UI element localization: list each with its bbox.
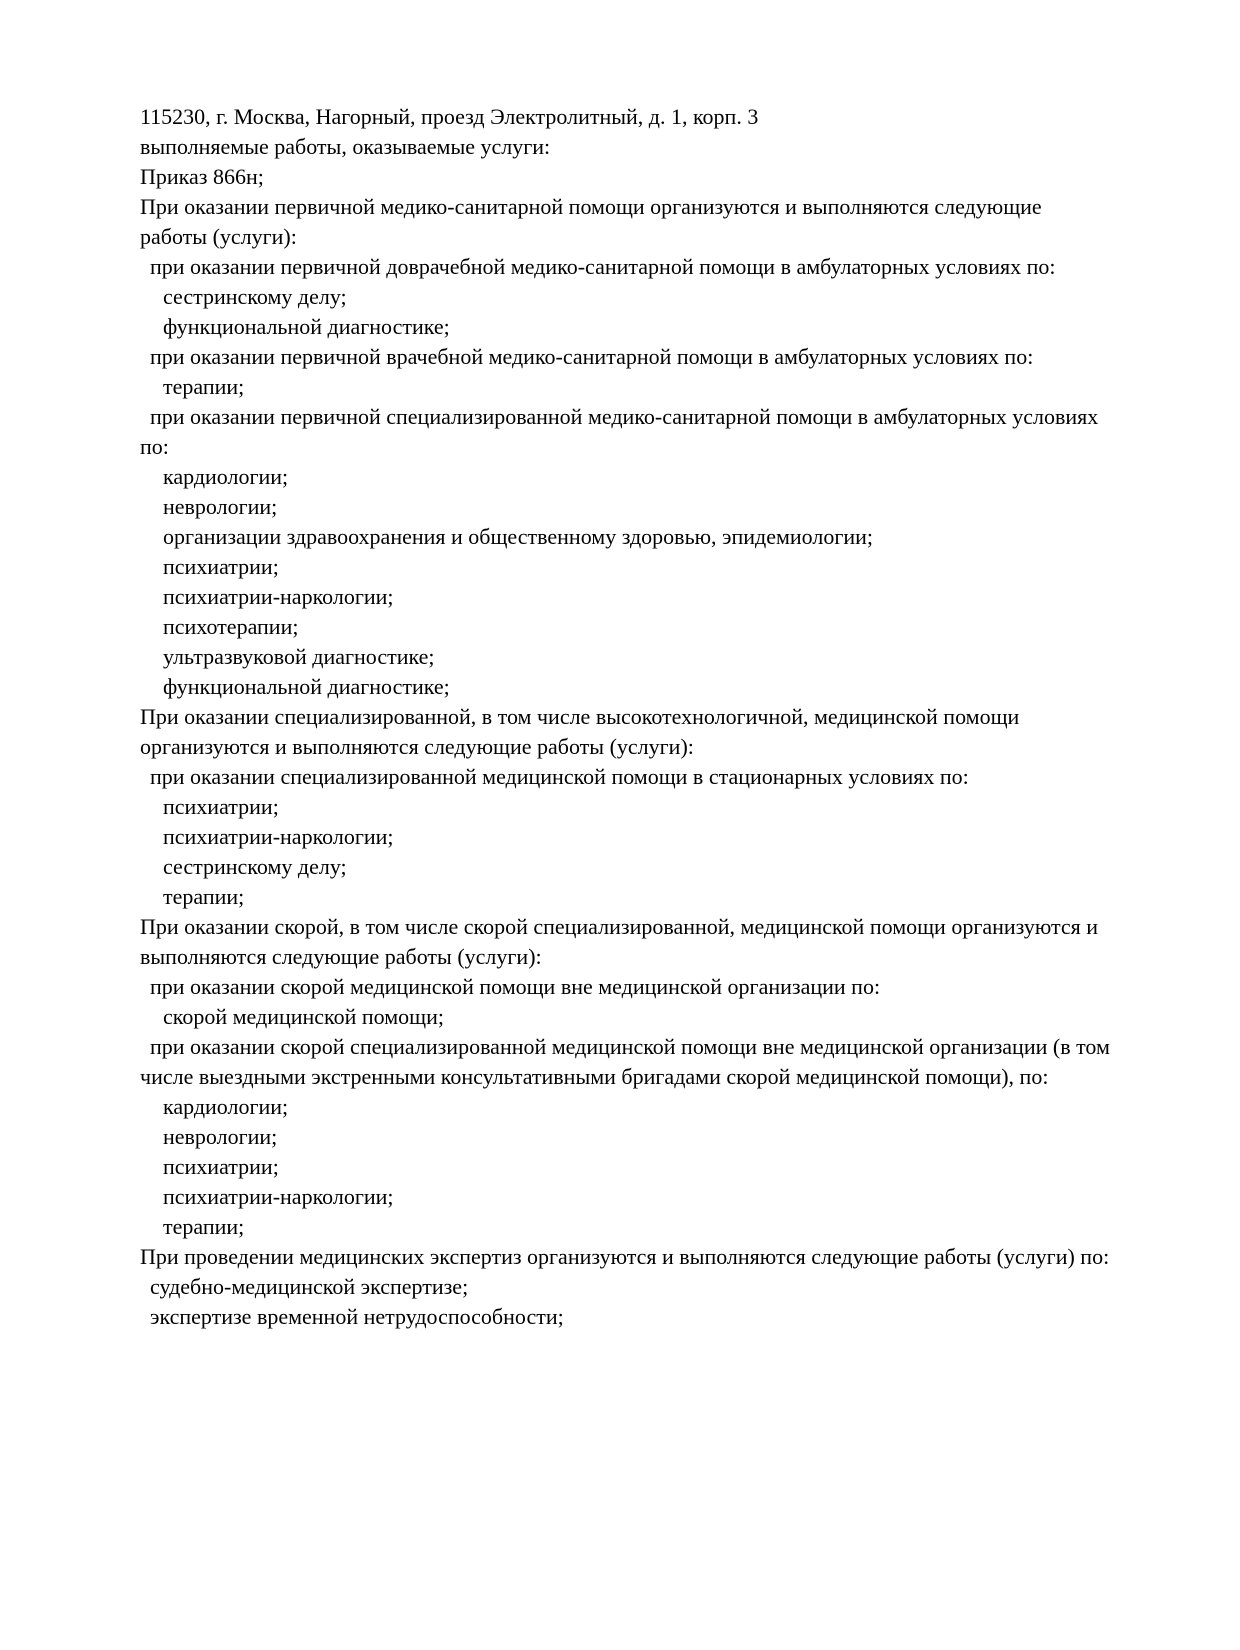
document-paragraph: психотерапии; xyxy=(163,614,299,639)
document-paragraph: при оказании первичной специализированной медико-санитарной помощи в амбулаторных условиях по: xyxy=(140,404,1099,459)
document-paragraph: при оказании скорой медицинской помощи вне медицинской организации по: xyxy=(150,974,881,999)
document-paragraph: психиатрии; xyxy=(163,554,279,579)
document-paragraph: При оказании специализированной, в том числе высокотехнологичной, медицинской помощи организуются и выполняются следующие работы (услуги): xyxy=(140,704,1020,759)
document-paragraph: сестринскому делу; xyxy=(163,284,347,309)
document-body xyxy=(140,102,1112,1332)
document-paragraph: при оказании первичной доврачебной медико-санитарной помощи в амбулаторных условиях по: xyxy=(150,254,1056,279)
document-paragraph: терапии; xyxy=(163,884,245,909)
document-paragraph: При проведении медицинских экспертиз организуются и выполняются следующие работы (услуги) по: xyxy=(140,1244,1110,1269)
document-paragraph: при оказании скорой специализированной медицинской помощи вне медицинской организации (в том числе выездными экстренными консультативными бригадами скорой медицинской помощи), по: xyxy=(140,1034,1110,1089)
document-paragraph: психиатрии; xyxy=(163,1154,279,1179)
document-paragraph: ультразвуковой диагностике; xyxy=(163,644,435,669)
document-paragraph: сестринскому делу; xyxy=(163,854,347,879)
document-paragraph: кардиологии; xyxy=(163,464,289,489)
document-paragraph: кардиологии; xyxy=(163,1094,289,1119)
document-paragraph: экспертизе временной нетрудоспособности; xyxy=(150,1304,564,1329)
document-paragraph: организации здравоохранения и общественному здоровью, эпидемиологии; xyxy=(163,524,874,549)
document-paragraph: скорой медицинской помощи; xyxy=(163,1004,445,1029)
document-paragraph: психиатрии-наркологии; xyxy=(163,824,394,849)
document-paragraph: выполняемые работы, оказываемые услуги: xyxy=(140,134,551,159)
document-paragraph: при оказании первичной врачебной медико-санитарной помощи в амбулаторных условиях по: xyxy=(150,344,1034,369)
document-paragraph: функциональной диагностике; xyxy=(163,314,450,339)
document-paragraph: психиатрии-наркологии; xyxy=(163,1184,394,1209)
document-paragraph: терапии; xyxy=(163,374,245,399)
document-paragraph: психиатрии; xyxy=(163,794,279,819)
document-paragraph: функциональной диагностике; xyxy=(163,674,450,699)
document-paragraph: психиатрии-наркологии; xyxy=(163,584,394,609)
document-paragraph: 115230, г. Москва, Нагорный, проезд Электролитный, д. 1, корп. 3 xyxy=(140,104,759,129)
document-paragraph: При оказании первичной медико-санитарной помощи организуются и выполняются следующие работы (услуги): xyxy=(140,194,1042,249)
document-paragraph: при оказании специализированной медицинской помощи в стационарных условиях по: xyxy=(150,764,969,789)
document-paragraph: Приказ 866н; xyxy=(140,164,264,189)
document-paragraph: неврологии; xyxy=(163,1124,278,1149)
document-paragraph: судебно-медицинской экспертизе; xyxy=(150,1274,469,1299)
document-paragraph: неврологии; xyxy=(163,494,278,519)
document-paragraph: терапии; xyxy=(163,1214,245,1239)
document-paragraph: При оказании скорой, в том числе скорой специализированной, медицинской помощи организуются и выполняются следующие работы (услуги): xyxy=(140,914,1099,969)
